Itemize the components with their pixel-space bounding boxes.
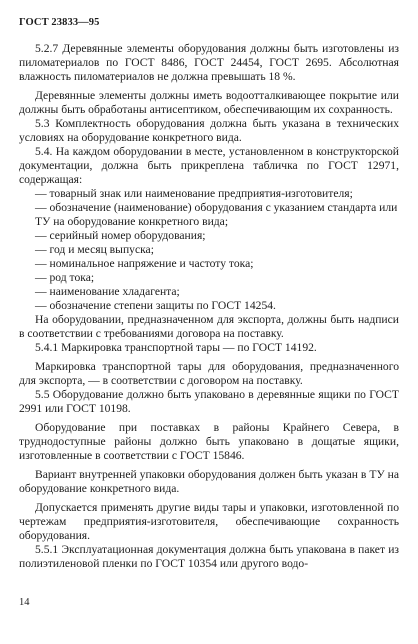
list-item: — обозначение степени защиты по ГОСТ 14254. (35, 299, 276, 312)
list-item: — наименование хладагента; (35, 285, 180, 298)
document-body (19, 42, 399, 571)
paragraph: На оборудовании, предназначенном для экспорта, должны быть надписи в соответствии с требованиями договора на поставку. (19, 313, 399, 340)
paragraph: Вариант внутренней упаковки оборудования должен быть указан в ТУ на оборудование конкретного вида. (19, 468, 399, 495)
paragraph-5-5: 5.5 Оборудование должно быть упаковано в деревянные ящики по ГОСТ 2991 или ГОСТ 10198. (19, 388, 399, 415)
list-item: — номинальное напряжение и частоту тока; (35, 257, 254, 270)
paragraph-5-5-1: 5.5.1 Эксплуатационная документация должна быть упакована в пакет из полиэтиленовой пленки по ГОСТ 10354 или другого водо- (19, 543, 399, 570)
list-item: — род тока; (35, 271, 95, 284)
document-header: ГОСТ 23833—95 (19, 17, 100, 28)
paragraph: Деревянные элементы должны иметь водоотталкивающее покрытие или должны быть обработаны антисептиком, обеспечивающим их сохранность. (19, 89, 399, 116)
list-item: — товарный знак или наименование предприятия-изготовителя; (35, 187, 353, 200)
paragraph-5-3: 5.3 Комплектность оборудования должна быть указана в технических условиях на оборудование конкретного вида. (19, 117, 399, 144)
paragraph: Оборудование при поставках в районы Крайнего Севера, в труднодоступные районы должно быть упаковано в дощатые ящики, изготовленные в соответствии с ГОСТ 15846. (19, 421, 399, 462)
page-number: 14 (19, 597, 30, 608)
paragraph-5-4-1: 5.4.1 Маркировка транспортной тары — по ГОСТ 14192. (35, 341, 317, 354)
paragraph: Маркировка транспортной тары для оборудования, предназначенного для экспорта, — в соответствии с договором на поставку. (19, 360, 399, 387)
list-item: — год и месяц выпуска; (35, 243, 154, 256)
list-item: — серийный номер оборудования; (35, 229, 206, 242)
paragraph-5-2-7: 5.2.7 Деревянные элементы оборудования должны быть изготовлены из пиломатериалов по ГОСТ 8486, ГОСТ 24454, ГОСТ 2695. Абсолютная влажность пиломатериалов не должна превышать 18 %. (19, 42, 399, 83)
list-item: — обозначение (наименование) оборудования с указанием стандарта или ТУ на оборудование конкретного вида; (35, 201, 398, 228)
paragraph: Допускается применять другие виды тары и упаковки, изготовленной по чертежам предприятия-изготовителя, обеспечивающие сохранность оборудования. (19, 501, 399, 542)
paragraph-5-4: 5.4. На каждом оборудовании в месте, установленном в конструкторской документации, должна быть прикреплена табличка по ГОСТ 12971, содержащая: (19, 145, 399, 186)
